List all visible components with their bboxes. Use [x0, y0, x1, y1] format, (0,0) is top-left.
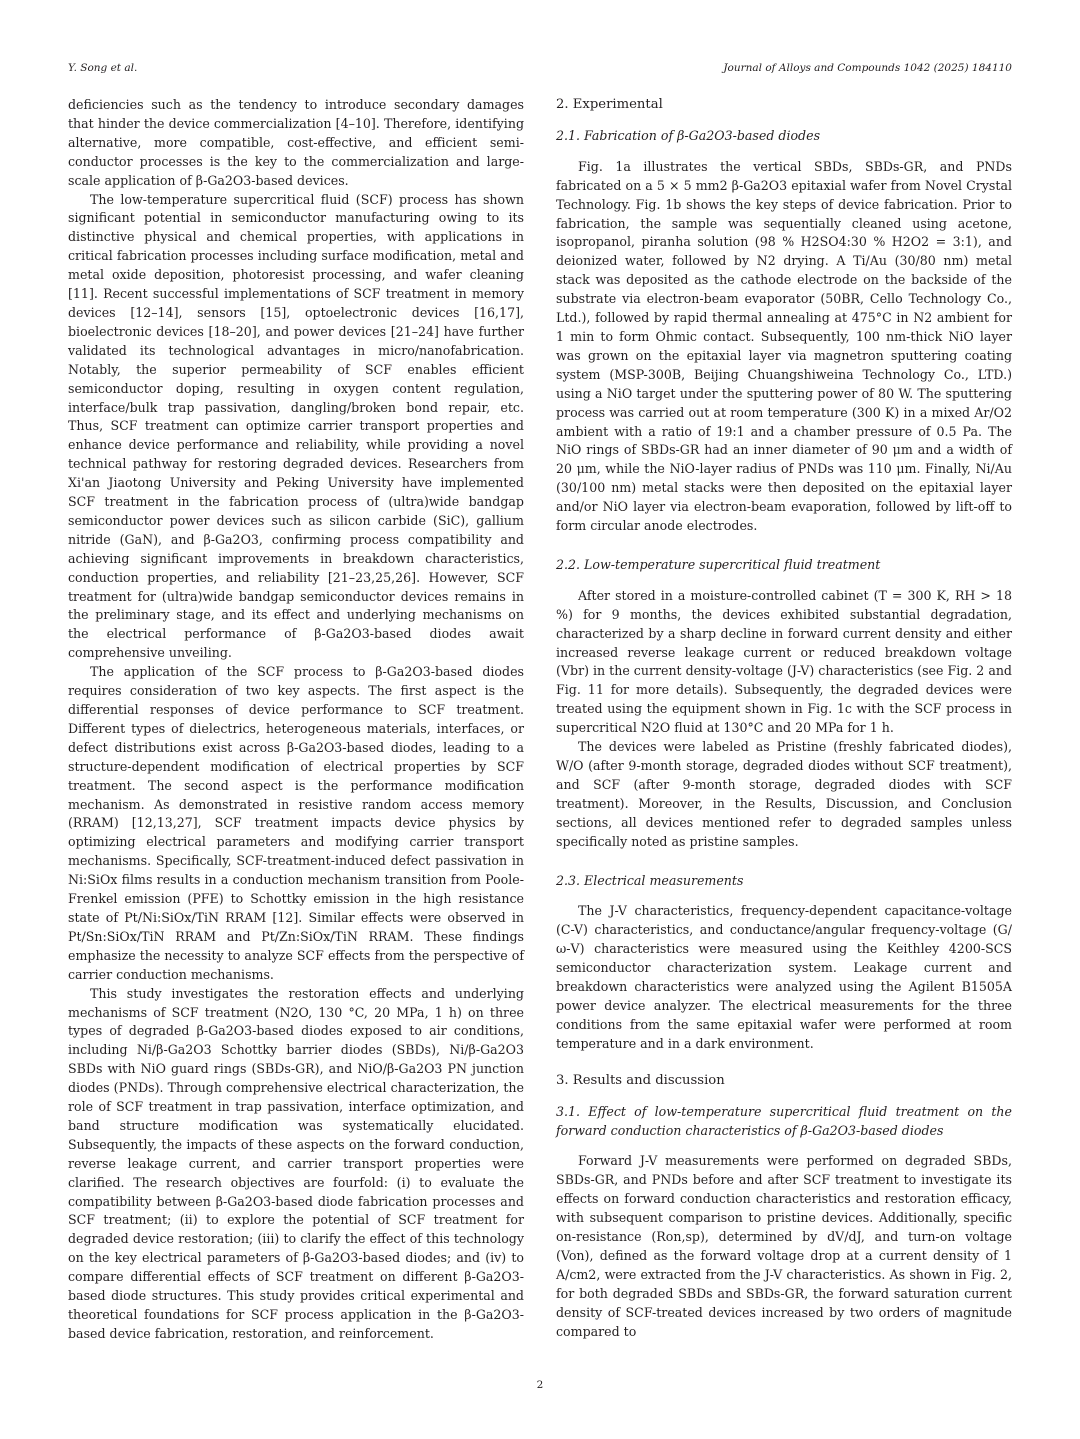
paragraph: The application of the SCF process to β-Ga2O3-based diodes requires consideration of two key aspects. The first aspect is the differential responses of device performance to SCF treatment. Different types of dielectrics, heterogeneous materials, interfaces, or defect distributions exist across β-Ga2O3-based diodes, leading to a structure-dependent modification of electrical properties by SCF treatment. The second aspect is the performance modification mechanism. As demonstrated in resistive random access memory (RRAM) [12,13,27], SCF treatment impacts device physics by optimizing electrical parameters and modifying carrier transport mechanisms. Specifically, SCF-treatment-induced defect passivation in Ni:SiOx films results in a conduction mechanism transition from Poole-Frenkel emission (PFE) to Schottky emission in the high resistance state of Pt/Ni:SiOx/TiN RRAM [12]. Similar effects were observed in Pt/Sn:SiOx/TiN RRAM and Pt/Zn:SiOx/TiN RRAM. These findings emphasize the necessity to analyze SCF effects from the perspective of carrier conduction mechanisms.	[68, 664, 524, 982]
header-authors: Y. Song et al.	[68, 62, 138, 74]
section-heading: 3. Results and discussion	[556, 1072, 725, 1088]
subsection-heading: 2.3. Electrical measurements	[556, 872, 744, 888]
paragraph: The J-V characteristics, frequency-dependent capacitance-voltage (C-V) characteristics, and conductance/angular frequency-voltage (G/ω-V) characteristics were measured using the Keithley 4200-SCS semiconductor characterization system. Leakage current and breakdown characteristics were analyzed using the Agilent B1505A power device analyzer. The electrical measurements for the three conditions from the same epitaxial wafer were performed at room temperature and in a dark environment.	[556, 903, 1012, 1051]
subsection-heading: 2.1. Fabrication of β-Ga2O3-based diodes	[556, 127, 821, 143]
paragraph: The devices were labeled as Pristine (freshly fabricated diodes), W/O (after 9-month storage, degraded diodes without SCF treatment), and SCF (after 9-month storage, degraded diodes with SCF treatment). Moreover, in the Results, Discussion, and Conclusion sections, all devices mentioned refer to degraded samples unless specifically noted as pristine samples.	[556, 739, 1012, 849]
page-number: 2	[536, 1379, 544, 1391]
paragraph: After stored in a moisture-controlled cabinet (T = 300 K, RH > 18 %) for 9 months, the devices exhibited substantial degradation, characterized by a sharp decline in forward current density and either increased reverse leakage current or reduced breakdown voltage (Vbr) in the current density-voltage (J-V) characteristics (see Fig. 2 and Fig. 11 for more details). Subsequently, the degraded devices were treated using the equipment shown in Fig. 1c with the SCF process in supercritical N2O fluid at 130°C and 20 MPa for 1 h.	[556, 587, 1012, 736]
paragraph: Forward J-V measurements were performed on degraded SBDs, SBDs-GR, and PNDs before and after SCF treatment to investigate its effects on forward conduction characteristics and restoration efficacy, with subsequent comparison to pristine devices. Additionally, specific on-resistance (Ron,sp), determined by dV/dJ, and turn-on voltage (Von), defined as the forward voltage drop at a current density of 1 A/cm2, were extracted from the J-V characteristics. As shown in Fig. 2, for both degraded SBDs and SBDs-GR, the forward saturation current density of SCF-treated devices increased by two orders of magnitude compared to	[556, 1153, 1012, 1339]
subsection-heading: 2.2. Low-temperature supercritical fluid treatment	[556, 556, 881, 572]
paragraph: This study investigates the restoration effects and underlying mechanisms of SCF treatment (N2O, 130 °C, 20 MPa, 1 h) on three types of degraded β-Ga2O3-based diodes exposed to air conditions, including Ni/β-Ga2O3 Schottky barrier diodes (SBDs), Ni/β-Ga2O3 SBDs with NiO guard rings (SBDs-GR), and NiO/β-Ga2O3 PN junction diodes (PNDs). Through comprehensive electrical characterization, the role of SCF treatment in trap passivation, interface optimization, and band structure modification was systematically elucidated. Subsequently, the impacts of these aspects on the forward conduction, reverse leakage current, and carrier transport properties were clarified. The research objectives are fourfold: (i) to evaluate the compatibility between β-Ga2O3-based diode fabrication processes and SCF treatment; (ii) to explore the potential of SCF treatment for degraded device restoration; (iii) to clarify the effect of this technology on the key electrical parameters of β-Ga2O3-based diodes; and (iv) to compare differential effects of SCF treatment on different β-Ga2O3-based diode structures. This study provides critical experimental and theoretical foundations for SCF process application in the β-Ga2O3-based device fabrication, restoration, and reinforcement.	[68, 985, 524, 1341]
left-column	[68, 96, 524, 1344]
subsection-heading: 3.1. Effect of low-temperature supercritical fluid treatment on the forward conduction characteristics of β-Ga2O3-based diodes	[556, 1103, 1012, 1138]
paragraph: The low-temperature supercritical fluid (SCF) process has shown significant potential in semiconductor manufacturing owing to its distinctive physical and chemical properties, with applications in critical fabrication processes including surface modification, metal and metal oxide deposition, photoresist processing, and wafer cleaning [11]. Recent successful implementations of SCF treatment in memory devices [12–14], sensors [15], optoelectronic devices [16,17], bioelectronic devices [18–20], and power devices [21–24] have further validated its technological advantages in micro/nanofabrication. Notably, the superior permeability of SCF enables efficient semiconductor doping, resulting in oxygen content regulation, interface/bulk trap passivation, dangling/broken bond repair, etc. Thus, SCF treatment can optimize carrier transport properties and enhance device performance and reliability, while providing a novel technical pathway for restoring degraded devices. Researchers from Xi'an Jiaotong University and Peking University have implemented SCF treatment in the fabrication process of (ultra)wide bandgap semiconductor power devices such as silicon carbide (SiC), gallium nitride (GaN), and β-Ga2O3, confirming process compatibility and achieving significant improvements in breakdown characteristics, conduction properties, and reliability [21–23,25,26]. However, SCF treatment for (ultra)wide bandgap semiconductor devices remains in the preliminary stage, and its effect and underlying mechanisms on the electrical performance of β-Ga2O3-based diodes await comprehensive unveiling.	[68, 191, 524, 661]
running-header	[68, 62, 1012, 80]
paragraph: deficiencies such as the tendency to introduce secondary damages that hinder the device commercialization [4–10]. Therefore, identifying alternative, more compatible, cost-effective, and efficient semi-conductor processes is the key to the commercialization and large-scale application of β-Ga2O3-based devices.	[68, 97, 524, 188]
paragraph: Fig. 1a illustrates the vertical SBDs, SBDs-GR, and PNDs fabricated on a 5 × 5 mm2 β-Ga2O3 epitaxial wafer from Novel Crystal Technology. Fig. 1b shows the key steps of device fabrication. Prior to fabrication, the sample was sequentially cleaned using acetone, isopropanol, piranha solution (98 % H2SO4:30 % H2O2 = 3:1), and deionized water, followed by N2 drying. A Ti/Au (30/80 nm) metal stack was deposited as the cathode electrode on the backside of the substrate via electron-beam evaporator (50BR, Cello Technology Co., Ltd.), followed by rapid thermal annealing at 475°C in N2 ambient for 1 min to form Ohmic contact. Subsequently, 100 nm-thick NiO layer was grown on the epitaxial layer via magnetron sputtering coating system (MSP-300B, Beijing Chuangshiweina Technology Co., LTD.) using a NiO target under the sputtering power of 80 W. The sputtering process was carried out at room temperature (300 K) in a mixed Ar/O2 ambient with a ratio of 19:1 and a chamber pressure of 0.5 Pa. The NiO rings of SBDs-GR had an inner diameter of 90 μm and a width of 20 μm, while the NiO-layer radius of PNDs was 110 μm. Finally, Ni/Au (30/100 nm) metal stacks were then deposited on the epitaxial layer and/or NiO layer via electron-beam evaporation, followed by lift-off to form circular anode electrodes.	[556, 158, 1012, 534]
section-heading: 2. Experimental	[556, 97, 663, 112]
right-column	[556, 96, 1012, 1341]
header-journal: Journal of Alloys and Compounds 1042 (2025) 184110	[723, 62, 1012, 74]
